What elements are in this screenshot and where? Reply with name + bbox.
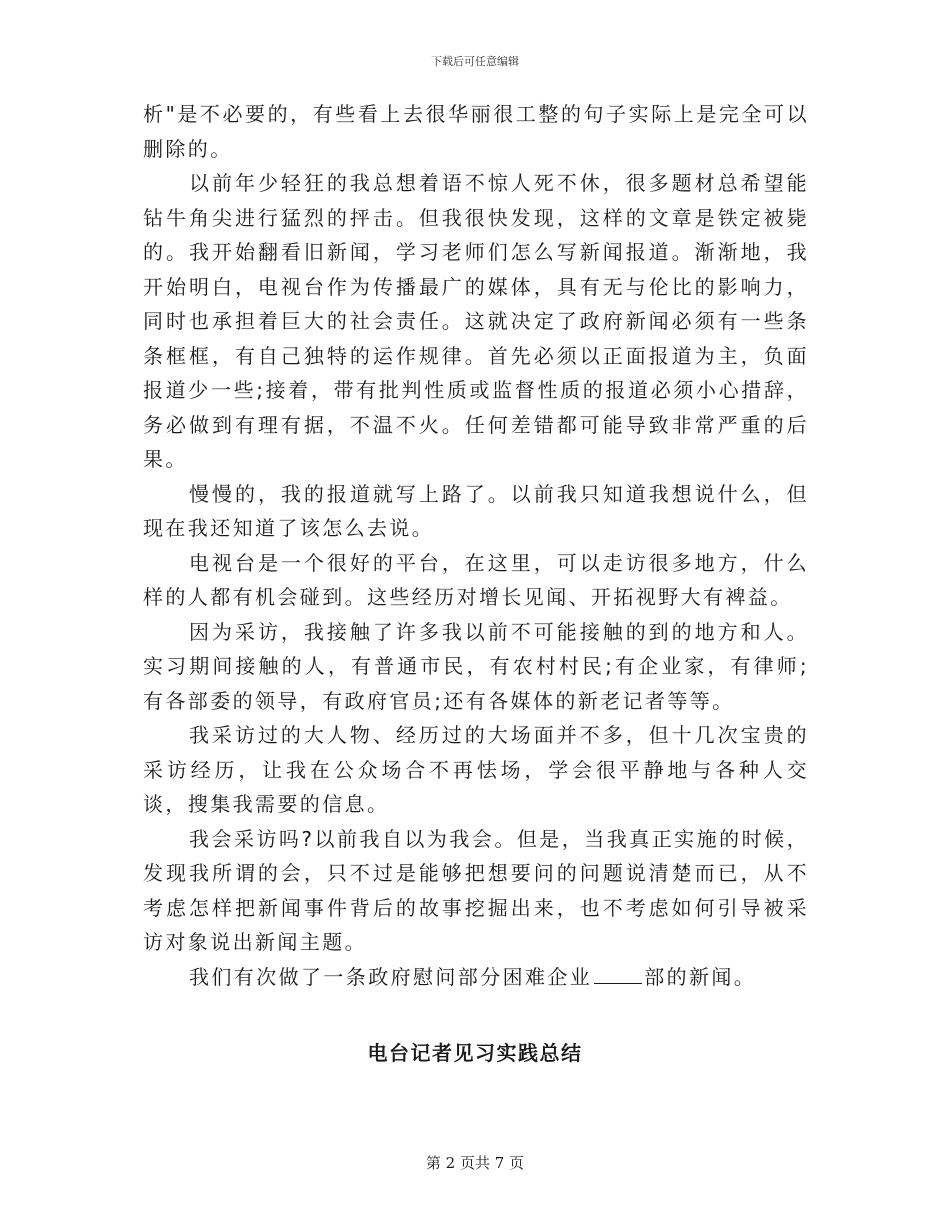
body-text [143, 97, 809, 994]
page-number: 第 2 页共 7 页 [425, 1154, 525, 1172]
paragraph-last [143, 960, 809, 995]
paragraph-last-before: 我们有次做了一条政府慰问部分困难企业 [189, 964, 593, 989]
fill-in-blank [594, 963, 642, 984]
paragraph: 我会采访吗?以前我自以为我会。但是，当我真正实施的时候，发现我所谓的会，只不过是能够把想要问的问题说清楚而已，从不考虑怎样把新闻事件背后的故事挖掘出来，也不考虑如何引导被采访对象说出新闻主题。 [143, 826, 809, 954]
paragraph: 以前年少轻狂的我总想着语不惊人死不休，很多题材总希望能钻牛角尖进行猛烈的抨击。但我很快发现，这样的文章是铁定被毙的。我开始翻看旧新闻，学习老师们怎么写新闻报道。渐渐地，我开始明白，电视台作为传播最广的媒体，具有无与伦比的影响力，同时也承担着巨大的社会责任。这就决定了政府新闻必须有一些条条框框，有自己独特的运作规律。首先必须以正面报道为主，负面报道少一些;接着，带有批判性质或监督性质的报道必须小心措辞，务必做到有理有据，不温不火。任何差错都可能导致非常严重的后果。 [143, 171, 809, 471]
section-title: 电台记者见习实践总结 [367, 1041, 583, 1065]
paragraph: 电视台是一个很好的平台，在这里，可以走访很多地方，什么样的人都有机会碰到。这些经历对增长见闻、开拓视野大有裨益。 [143, 550, 809, 609]
header-note: 下载后可任意编辑 [431, 55, 519, 68]
paragraph-last-after: 部的新闻。 [644, 964, 757, 989]
paragraph: 因为采访，我接触了许多我以前不可能接触的到的地方和人。实习期间接触的人，有普通市民，有农村村民;有企业家，有律师;有各部委的领导，有政府官员;还有各媒体的新老记者等等。 [143, 619, 809, 713]
paragraph: 析"是不必要的，有些看上去很华丽很工整的句子实际上是完全可以删除的。 [143, 102, 809, 161]
paragraph: 慢慢的，我的报道就写上路了。以前我只知道我想说什么，但现在我还知道了该怎么去说。 [143, 481, 809, 540]
paragraph: 我采访过的大人物、经历过的大场面并不多，但十几次宝贵的采访经历，让我在公众场合不再怯场，学会很平静地与各种人交谈，搜集我需要的信息。 [143, 723, 809, 816]
